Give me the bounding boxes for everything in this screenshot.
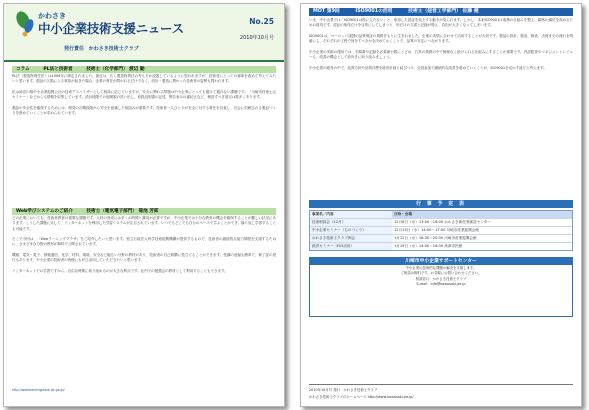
mot-author: 技術士（経営工学部門） 佐藤 健 [408, 9, 479, 14]
support-body [310, 265, 572, 289]
schedule-table [309, 210, 573, 251]
web-learning-title: Web学びシステムのご紹介 [16, 209, 73, 214]
mot-title: ISO9001の活用 [355, 9, 393, 14]
schedule-detail: 1月19日（水）14:00～16:30 高津市民館 [394, 244, 463, 248]
support-title: 川崎市中小企業サポートセンター [310, 258, 572, 265]
schedule-col-event: 事業名／内容 [310, 211, 392, 218]
footer-line: 2010年10月号 発行：かわさき技術士クラブ [309, 388, 378, 392]
mot-body: いま、中小企業では「ISO9001は役に立たない」と、取得した認証を返上する動きが見られます。しかし、本来ISO9001は業務の仕組みを整え、顧客の満足を高めるための道具です。認証の取得だけを目的にしてしまうと、形だけの文書と記録が増え、負担が大きくなってしまいます。 ISO9001は、ヨーロッパ諸国の品質保証の規格をもとに生まれました。企業の実情に合わせて活用することが大切です。製品の設計、製造、検査、出荷までの流れを明確にし、それぞれの工程で何をすべきかを決めておくことで、品質の安定につながります。 中小企業の実際の運用では、手順書や記録を必要最小限にとどめ、日常の業務の中で無理なく続けられる仕組みにすることが重要です。内部監査やマネジメントレビューも、改善の機会として前向きに取り組みましょう。 中小企業の経営の中で、品質方針や品質目標を経営計画と結びつけ、全員参加で継続的な改善を進めていくことが、ISO9001を活かす道だと考えます。 [309, 18, 573, 70]
mot-label: MOT 第9回 [313, 9, 340, 14]
footer [309, 384, 573, 401]
support-line: 中小企業の技術的な課題の解決を支援します。 [405, 266, 477, 270]
mot-header [309, 8, 573, 16]
schedule-header-row [310, 211, 572, 219]
schedule-detail: 1月12日（水）18:30～20:30 川崎市産業振興会館 [394, 236, 477, 240]
masthead-city: かわさき [38, 12, 66, 20]
issue-date: 2010年10月号 [239, 35, 274, 41]
issue-number: No.25 [249, 17, 274, 26]
schedule-row [310, 219, 572, 227]
web-learning-body: どの企業においても、技術者教育は重要な課題です。人材の育成には多くの時間と費用が必要ですが、中小企業では十分な教育の機会を確保することが難しい状況にあります。こうした課題に対して、インターネットを利用した学習システムが注目されています。いつでもどこでも自分のペースで学ぶことができ、繰り返し学習することも可能です。 そこで今回は、「Webラーニングプラザ」をご紹介したいと思います。独立行政法人科学技術振興機構が提供するもので、技術者の継続的な能力開発を支援するために、さまざまな分野の教材が無料で公開されています。 機械、電気・電子、情報通信、化学、材料、環境、安全など幅広い分野の教材があり、技術者の自己研鑽に役立てることができます。受講の登録も簡単で、修了証の発行もあります。中小企業の技術者の皆様にもぜひ活用していただきたいと思います。 インターネットでの学習ですから、自由な時間に取り組めるのが大きな利点です。社内での勉強会の教材として利用することもできます。 [12, 216, 276, 273]
schedule-detail: 12月8日（水）13:00～16:00 かわさき新産業創造センター [394, 220, 491, 224]
publisher: 発行責任 かわさき技術士クラブ [64, 46, 139, 52]
schedule-event: 中小企業セミナー（ものづくり） [310, 227, 392, 234]
newsletter-page-1 [3, 3, 285, 407]
schedule-event: 経営セミナー（ISO活用） [310, 243, 392, 250]
column-author: 技術士（化学部門） 渡辺 勤 [86, 67, 145, 72]
support-center-box [309, 257, 573, 317]
schedule-row [310, 235, 572, 243]
schedule-title: 行 事 予 定 表 [309, 200, 573, 208]
web-learning-header [12, 208, 276, 215]
column-header [12, 66, 276, 73]
support-line: ご相談は無料です。お気軽にお問い合わせください。 [400, 271, 482, 276]
column-body: PL法（製造物責任法）は1994年に制定されました。最近は、広く製造物責任の考え方が浸透しているように思われますが、技術者にとっての意味を改めて考えてみたいと思います。製品の欠陥による事故が起きた場合、企業の責任が問われるだけでなく、設計・製造に携わった技術者の姿勢も問われます。 私は神奈川県中小企業振興公社の技術アドバイザーとして相談に応じていますが、安全に関わる問題は中小企業にとっても避けて通れない課題です。「川崎市技術士会セミナー」などからも情報を収集しています。設計段階での危険源の洗い出し、取扱説明書の記述、警告表示の適切さなど、検討すべき項目は数多くあります。 製品の安全性を確保するためには、開発の初期段階から安全を意識した取組みが重要です。技術者一人ひとりが安全に対する責任を自覚し、社会に信頼される製品づくりを進めていくことが求められています。 [12, 74, 276, 116]
newsletter-page-2 [300, 3, 582, 407]
schedule-event: 技術相談会（12月） [310, 219, 392, 226]
schedule-col-detail: 日時・会場 [394, 212, 412, 216]
logo-icon [14, 8, 36, 38]
support-line: 相談窓口：かわさき技術士クラブ [415, 276, 467, 281]
schedule-row [310, 227, 572, 235]
masthead [4, 4, 284, 62]
footer-homepage[interactable]: かわさき技術士クラブのホームページ http://www.kawasaki-pe.jp/ [309, 395, 414, 399]
masthead-title: 中小企業技術支援ニュース [38, 21, 184, 36]
schedule-detail: 12月15日（水）14:00～17:00 川崎市産業振興会館 [394, 228, 479, 232]
schedule-event: かわさき技術士クラブ例会 [310, 235, 392, 242]
schedule-row [310, 243, 572, 250]
column-title: PL法と技術者 [43, 67, 73, 72]
column-label: コラム [16, 67, 30, 72]
web-learning-link[interactable]: http://weblearningplaza.jst.go.jp/ [12, 388, 65, 392]
support-email[interactable]: E-mail：info@kawasaki-pe.jp [416, 282, 466, 287]
web-learning-author: 技術士（電気電子部門） 菊池 芳郎 [86, 209, 159, 214]
